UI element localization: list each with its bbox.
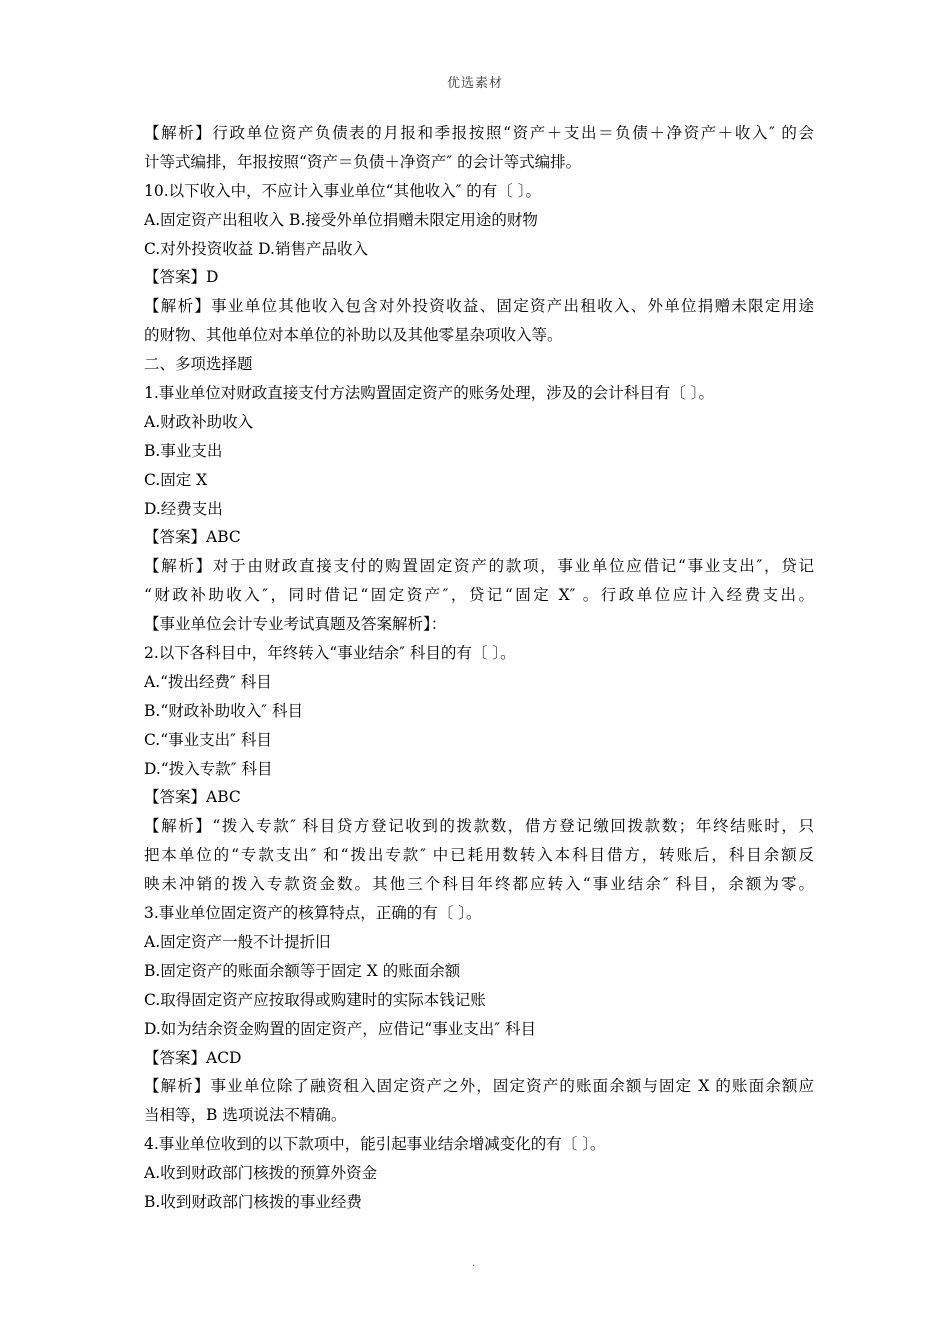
- document-line: 1.事业单位对财政直接支付方法购置固定资产的账务处理，涉及的会计科目有〔 〕。: [144, 384, 714, 403]
- document-line: 当相等，B 选项说法不精确。: [144, 1106, 347, 1125]
- document-line: A.财政补助收入: [144, 412, 254, 431]
- document-line: 【答案】D: [144, 268, 219, 287]
- document-line: 【答案】ACD: [144, 1048, 242, 1067]
- page-footer-mark: .: [472, 1258, 476, 1269]
- document-line: 10.以下收入中，不应计入事业单位“其他收入″ 的有〔 〕。: [144, 181, 541, 200]
- page-header-title: 优选素材: [446, 76, 503, 91]
- document-line: 二、多项选择题: [144, 355, 253, 374]
- document-line: 2.以下各科目中，年终转入“事业结余″ 科目的有〔 〕。: [144, 644, 516, 663]
- document-line: 【解析】事业单位除了融资租入固定资产之外，固定资产的账面余额与固定 X 的账面余额应: [144, 1077, 814, 1096]
- document-line: 【解析】行政单位资产负债表的月报和季报按照“资产＋支出＝负债＋净资产＋收入″ 的会: [144, 124, 814, 142]
- document-line: B.事业支出: [144, 441, 223, 460]
- document-line: 【解析】“拨入专款″ 科目贷方登记收到的拨款数，借方登记缴回拨款数；年终结账时，只: [144, 817, 814, 836]
- document-line: 4.事业单位收到的以下款项中，能引起事业结余增减变化的有〔 〕。: [144, 1135, 606, 1154]
- document-line: 3.事业单位固定资产的核算特点，正确的有〔 〕。: [144, 904, 482, 923]
- document-line: C.“事业支出″ 科目: [144, 730, 272, 749]
- document-line: C.对外投资收益 D.销售产品收入: [144, 239, 368, 258]
- document-line: D.“拨入专款″ 科目: [144, 759, 273, 778]
- document-line: 【答案】ABC: [144, 788, 241, 807]
- document-line: A.固定资产出租收入 B.接受外单位捐赠未限定用途的财物: [144, 210, 538, 229]
- document-line: A.固定资产一般不计提折旧: [144, 932, 331, 951]
- document-line: “财政补助收入″，同时借记“固定资产″，贷记“固定 X″ 。行政单位应计入经费支出。: [144, 586, 814, 605]
- document-line: 的财物、其他单位对本单位的补助以及其他零星杂项收入等。: [144, 326, 563, 345]
- document-line: 把本单位的“专款支出″ 和“拨出专款″ 中已耗用数转入本科目借方，转账后，科目余额反: [144, 846, 814, 865]
- document-line: B.固定资产的账面余额等于固定 X 的账面余额: [144, 961, 461, 980]
- document-line: A.“拨出经费″ 科目: [144, 672, 272, 691]
- document-line: A.收到财政部门核拨的预算外资金: [144, 1164, 378, 1183]
- document-line: 映未冲销的拨入专款资金数。其他三个科目年终都应转入“事业结余″ 科目，余额为零。: [144, 875, 814, 894]
- document-line: 计等式编排，年报按照“资产＝负债＋净资产″ 的会计等式编排。: [144, 152, 582, 171]
- document-line: B.“财政补助收入″ 科目: [144, 701, 303, 720]
- document-line: 【解析】对于由财政直接支付的购置固定资产的款项，事业单位应借记“事业支出″，贷记: [144, 557, 814, 576]
- document-line: B.收到财政部门核拨的事业经费: [144, 1192, 362, 1211]
- document-line: D.如为结余资金购置的固定资产，应借记“事业支出″ 科目: [144, 1019, 536, 1038]
- document-line: D.经费支出: [144, 499, 223, 518]
- document-line: C.取得固定资产应按取得或购建时的实际本钱记账: [144, 990, 486, 1009]
- document-line: 【答案】ABC: [144, 528, 241, 547]
- document-line: C.固定 X: [144, 470, 208, 489]
- document-line: 【解析】事业单位其他收入包含对外投资收益、固定资产出租收入、外单位捐赠未限定用途: [144, 297, 814, 316]
- document-line: 【事业单位会计专业考试真题及答案解析】：: [144, 615, 447, 634]
- document-body: [144, 119, 814, 1217]
